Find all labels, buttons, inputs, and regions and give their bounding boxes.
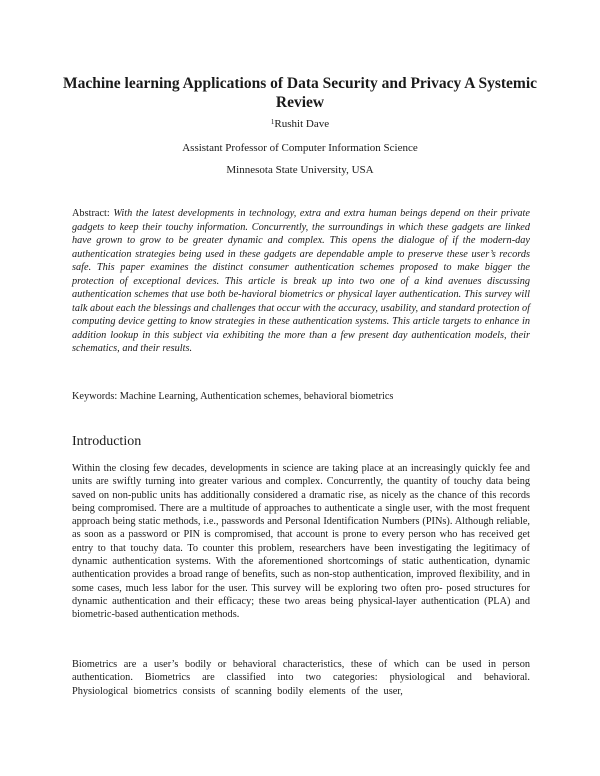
author-line [0, 117, 600, 131]
intro-paragraph-1: Within the closing few decades, developments in science are taking place at an increasingly quickly fee and units are swiftly turning into greater various and complex. Concurrently, the quantity of touchy data being saved on non-public units has additionally considered a dramatic rise, as nicely as the chance of this records being compromised. There are a multitude of approaches to authenticate a single user, with the most frequent approach being static methods, i.e., passwords and Personal Identification Numbers (PINs). Although reliable, as soon as a password or PIN is compromised, that account is prone to every person who has received get entry to that touchy data. To counter this problem, researchers have been investigating the legitimacy of dynamic authentication systems. With the aforementioned shortcomings of static authentication, dynamic authentication provides a broad range of benefits, such as non-stop authentication, improved flexibility, and in some cases, much less labor for the user. This survey will be exploring two often pro- posed structures for dynamic authentication and their efficacy; these two areas being physical-layer authentication (PLA) and biometric-based authentication methods. [72, 463, 530, 621]
intro-paragraph-2: Biometrics are a user’s bodily or behavioral characteristics, these of which can be used in person authentication. Biometrics are classified into two categories: physiological and behavioral. Physiological biometrics consists of scanning bodily elements of the user, [72, 659, 530, 697]
author-superscript: 1 [270, 118, 275, 126]
abstract-text: With the latest developments in technology, extra and extra human beings depend on their private gadgets to keep their touchy information. Concurrently, the surroundings in which these gadgets are linked have grown to grow to be greater dynamic and complex. This opens the dialogue of if the modern-day authentication strategies being used in these gadgets are dependable ample to preserve these user’s records safe. This paper examines the distinct consumer authentication schemes proposed to make bigger the protection of exceptional devices. This article is break up into two one of a kind avenues discussing authentication schemes that use both be-havioral biometrics or physical layer authentication. This survey will talk about each the blessings and challenges that occur with the accuracy, usability, and standard protection of computing device getting to know strategies in these authentication systems. This article targets to enhance in addition lookup in this subject via exhibiting the more than a few present day authentication models, their schematics, and their results. [72, 208, 530, 354]
section-heading-introduction: Introduction [72, 434, 142, 449]
abstract-label: Abstract: [72, 208, 114, 219]
author-name: Rushit Dave [274, 118, 330, 130]
abstract [72, 207, 530, 356]
author-institution: Minnesota State University, USA [226, 164, 374, 176]
author-position: Assistant Professor of Computer Information Science [182, 142, 418, 154]
keywords: Keywords: Machine Learning, Authentication schemes, behavioral biometrics [72, 391, 394, 402]
paper-title: Machine learning Applications of Data Security and Privacy A Systemic Review [62, 75, 538, 111]
